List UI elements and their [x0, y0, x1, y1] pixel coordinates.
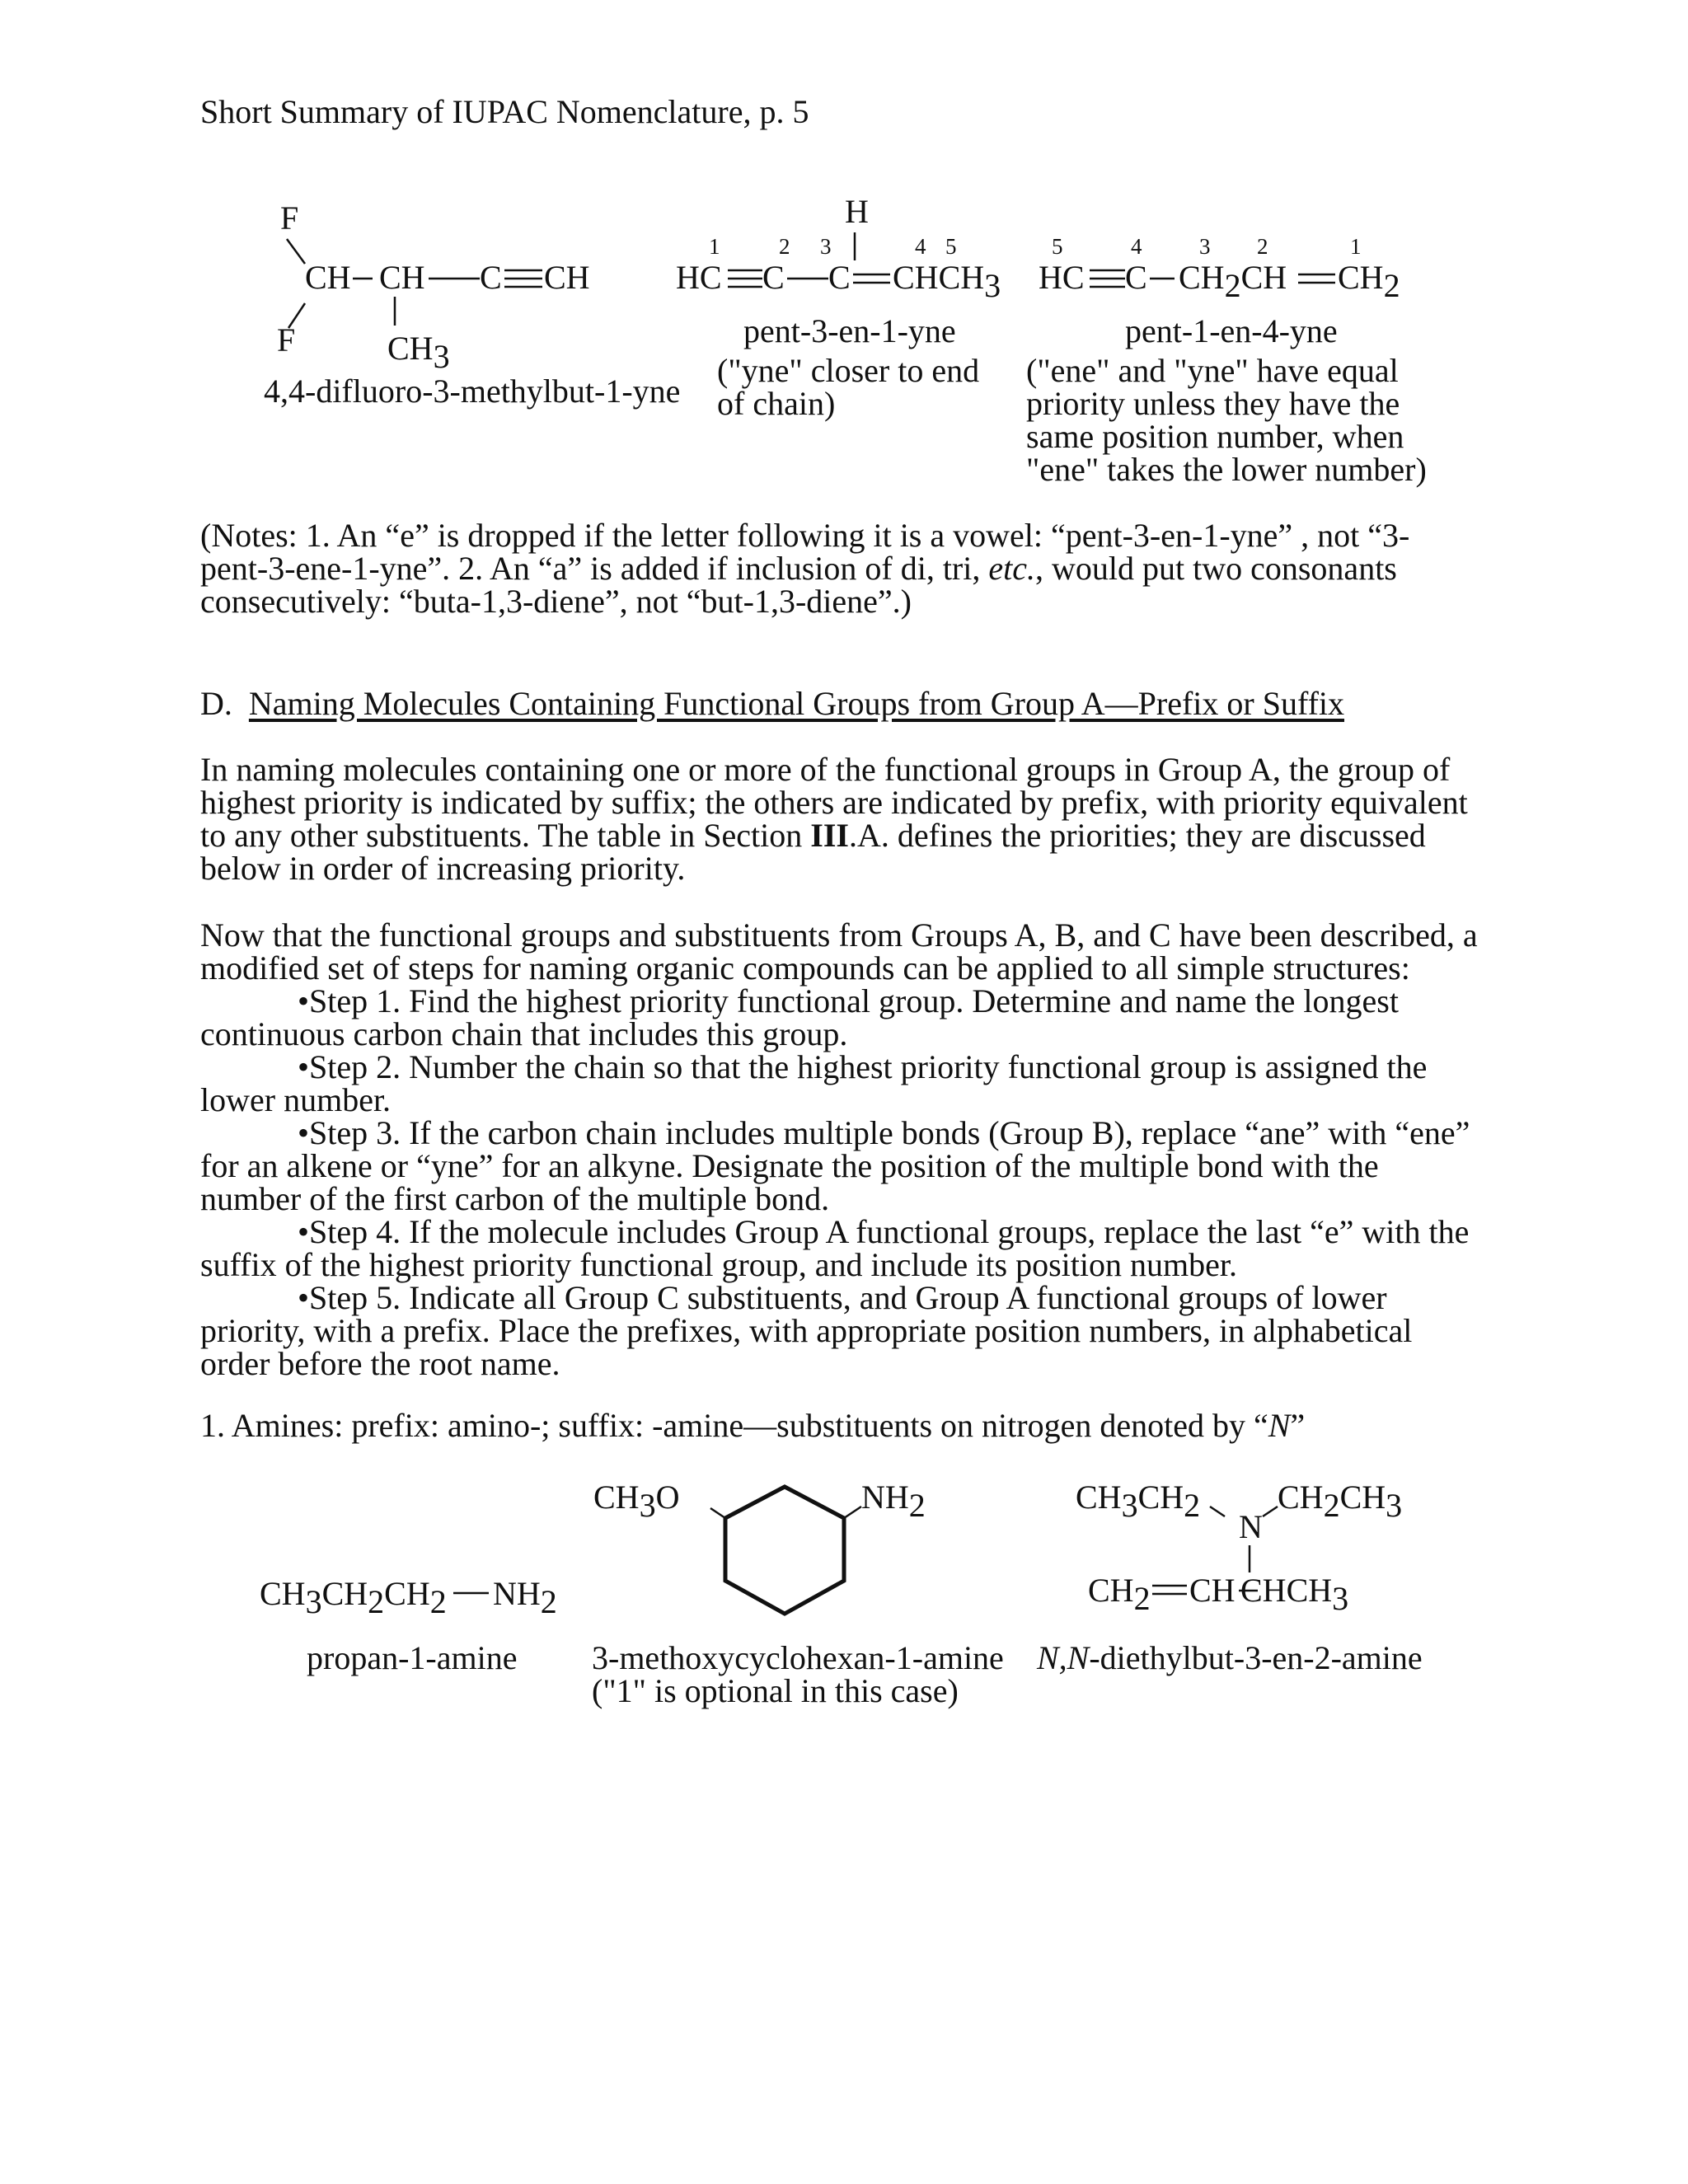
atom-ch: CH — [1189, 1572, 1236, 1609]
atom-ch2-end: CH2 — [1338, 259, 1400, 304]
atom-nh2: NH2 — [861, 1479, 926, 1524]
bond-ethyl-right — [1263, 1507, 1278, 1516]
atom-n: N — [1239, 1508, 1263, 1545]
notes-line: pent-3-ene-1-yne”. 2. An “a” is added if inclusion of di, tri, etc., would put two consonants — [200, 550, 1397, 587]
step-2-cont: lower number. — [200, 1081, 392, 1118]
steps-paragraph — [200, 916, 1519, 1382]
notes-line: (Notes: 1. An “e” is dropped if the letter following it is a vowel: “pent-3-en-1-yne” , not “3- — [200, 517, 1410, 554]
position-number: 5 — [1052, 234, 1063, 259]
note-equal-priority: priority unless they have the — [1026, 385, 1400, 422]
paragraph-line: below in order of increasing priority. — [200, 850, 686, 887]
section-d-heading — [200, 687, 1519, 720]
position-number: 2 — [1257, 234, 1268, 259]
atom-c2: C — [762, 259, 785, 296]
bond-o-ring — [710, 1508, 725, 1518]
structure-propan-1-amine — [256, 1570, 585, 1619]
note-equal-priority: same position number, when — [1026, 418, 1404, 455]
atom-ch2ch: CH2CH — [1179, 259, 1287, 304]
paragraph-line: to any other substituents. The table in Section III.A. defines the priorities; they are discussed — [200, 817, 1426, 854]
section-ref-bold: III — [810, 817, 849, 854]
bond-ethyl-left — [1210, 1507, 1225, 1516]
cyclohexane-ring — [725, 1487, 844, 1614]
position-number: 3 — [820, 234, 832, 259]
note-yne-closer: of chain) — [717, 385, 836, 422]
note-equal-priority: "ene" takes the lower number) — [1026, 451, 1427, 488]
position-number: 4 — [1131, 234, 1142, 259]
step-5-cont: priority, with a prefix. Place the prefixes, with appropriate position numbers, in alphabetical — [200, 1312, 1413, 1349]
step-4: •Step 4. If the molecule includes Group A functional groups, replace the last “e” with the — [298, 1213, 1470, 1250]
atom-h: H — [845, 193, 869, 230]
compound-name-methoxycyclohexanamine: 3-methoxycyclohexan-1-amine — [592, 1639, 1004, 1676]
atom-c3: C — [828, 259, 851, 296]
paragraph-line: In naming molecules containing one or more of the functional groups in Group A, the group of — [200, 751, 1451, 788]
bond-ring-n — [844, 1507, 861, 1518]
atom-ch2: CH2 — [1088, 1572, 1151, 1617]
section-label: D. — [200, 685, 232, 722]
structure-difluoro-methylbutyne — [264, 198, 692, 379]
note-yne-closer: ("yne" closer to end — [717, 352, 980, 389]
bond-f-top — [287, 239, 305, 264]
structure-methoxycyclohexanamine — [577, 1475, 956, 1640]
structure-pent-3-en-1-yne — [672, 193, 1018, 305]
atom-ch1: CH — [305, 259, 351, 296]
step-4-cont: suffix of the highest priority functional group, and include its position number. — [200, 1246, 1237, 1283]
atom-ethyl-left: CH3CH2 — [1076, 1479, 1201, 1524]
step-3-cont: number of the first carbon of the multiple bond. — [200, 1180, 830, 1217]
step-3-cont: for an alkene or “yne” for an alkyne. Designate the position of the multiple bond with the — [200, 1147, 1379, 1184]
intro-paragraph — [200, 753, 1519, 885]
atom-f-bottom: F — [277, 321, 296, 359]
atom-methyl: CH3 — [387, 330, 450, 375]
position-number: 1 — [1350, 234, 1362, 259]
atom-ch3o: CH3O — [593, 1479, 680, 1524]
compound-name-diethylbutenamine — [1037, 1639, 1423, 1676]
note-equal-priority: ("ene" and "yne" have equal — [1026, 352, 1399, 389]
position-number: 5 — [945, 234, 957, 259]
paragraph-line: Now that the functional groups and substituents from Groups A, B, and C have been described, a — [200, 916, 1478, 954]
compound-name-pent-1-en-4-yne: pent-1-en-4-yne — [1125, 312, 1338, 349]
note-optional-locant: ("1" is optional in this case) — [592, 1672, 959, 1709]
name-rest: -diethylbut-3-en-2-amine — [1089, 1639, 1423, 1676]
position-number: 3 — [1199, 234, 1211, 259]
paragraph-line: modified set of steps for naming organic compounds can be applied to all simple structures: — [200, 949, 1410, 987]
page-header: Short Summary of IUPAC Nomenclature, p. 5 — [200, 93, 809, 130]
compound-name-pent-3-en-1-yne: pent-3-en-1-yne — [743, 312, 956, 349]
atom-hc: HC — [676, 259, 722, 296]
atom-propyl: CH3CH2CH2 — [260, 1575, 447, 1620]
compound-name-difluoro-methylbutyne: 4,4-difluoro-3-methylbut-1-yne — [264, 373, 681, 410]
atom-c: C — [480, 259, 502, 296]
atom-chch3: CHCH3 — [1240, 1572, 1349, 1617]
structure-pent-1-en-4-yne — [1022, 198, 1418, 305]
n-italic: N — [1268, 1407, 1291, 1444]
atom-ch2: CH — [379, 259, 425, 296]
notes-paragraph — [200, 519, 1519, 618]
paragraph-line: highest priority is indicated by suffix; the others are indicated by prefix, with priority equivalent — [200, 784, 1468, 821]
step-5-cont: order before the root name. — [200, 1345, 560, 1382]
atom-nh2: NH2 — [493, 1575, 557, 1620]
step-1: •Step 1. Find the highest priority functional group. Determine and name the longest — [298, 982, 1399, 1019]
amines-heading: 1. Amines: prefix: amino-; suffix: -amine—substituents on nitrogen denoted by “N” — [200, 1407, 1306, 1444]
atom-hc: HC — [1039, 259, 1085, 296]
position-number: 1 — [709, 234, 720, 259]
notes-line: consecutively: “buta-1,3-diene”, not “but-1,3-diene”.) — [200, 583, 912, 620]
atom-chch3: CHCH3 — [893, 259, 1001, 304]
section-title: Naming Molecules Containing Functional Groups from Group A—Prefix or Suffix — [248, 685, 1345, 722]
etc-italic: etc. — [988, 550, 1035, 587]
atom-ethyl-right: CH2CH3 — [1278, 1479, 1403, 1524]
atom-f-top: F — [280, 199, 299, 237]
name-italic-nn: N,N — [1037, 1639, 1090, 1676]
step-2: •Step 2. Number the chain so that the highest priority functional group is assigned the — [298, 1048, 1428, 1085]
position-number: 4 — [915, 234, 926, 259]
atom-c: C — [1125, 259, 1147, 296]
step-3: •Step 3. If the carbon chain includes multiple bonds (Group B), replace “ane” with “ene” — [298, 1114, 1470, 1151]
atom-ch-end: CH — [544, 259, 590, 296]
structure-diethylbutenamine — [1071, 1475, 1451, 1624]
step-5: •Step 5. Indicate all Group C substituents, and Group A functional groups of lower — [298, 1279, 1387, 1316]
step-1-cont: continuous carbon chain that includes this group. — [200, 1015, 848, 1052]
position-number: 2 — [779, 234, 790, 259]
compound-name-propan-1-amine: propan-1-amine — [307, 1639, 518, 1676]
